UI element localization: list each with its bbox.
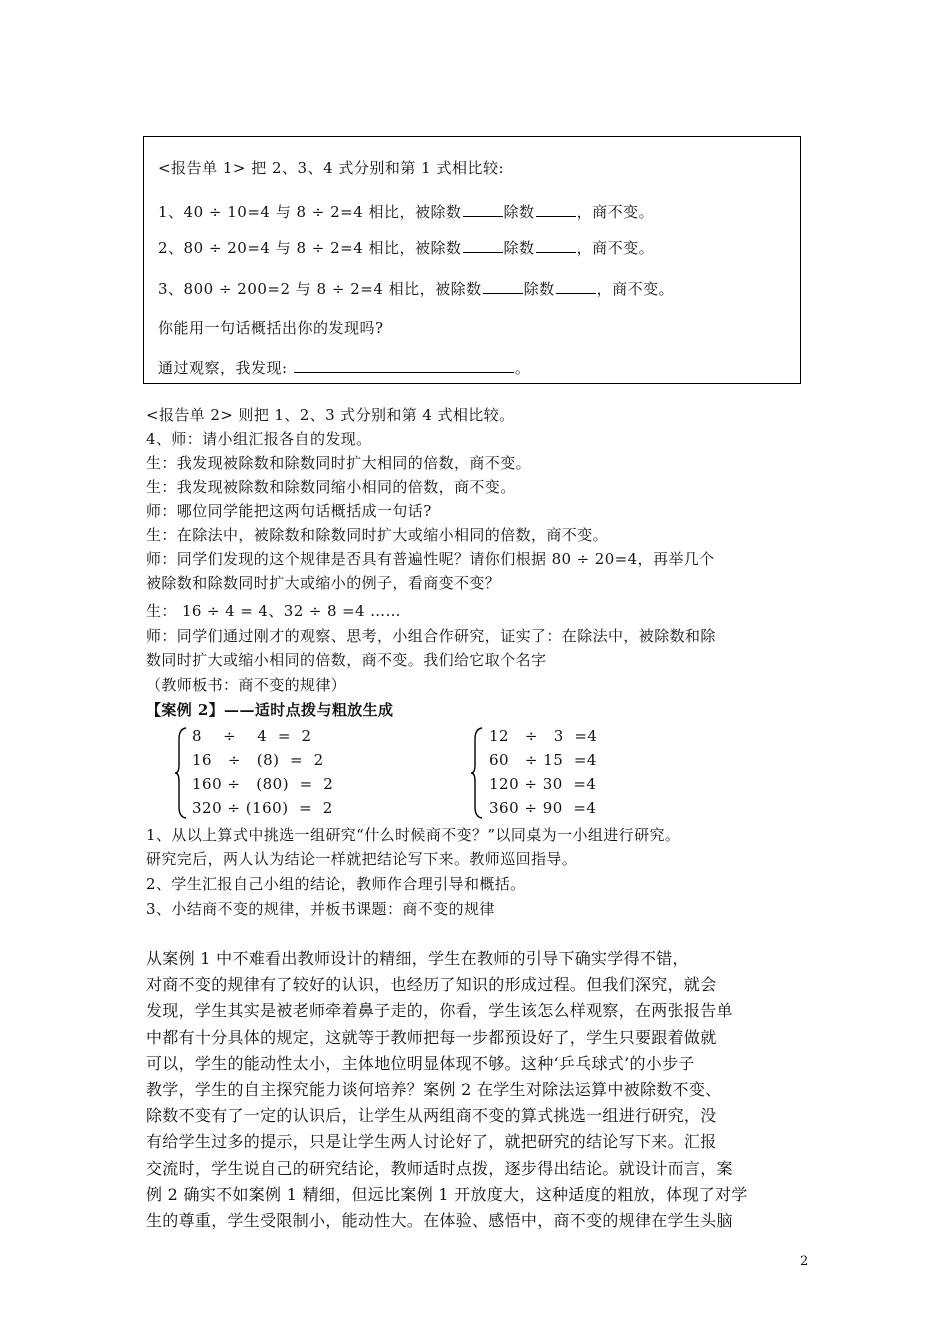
equation: 16 ÷ (8) = 2 bbox=[192, 751, 324, 769]
dialogue-line: 4、师：请小组汇报各自的发现。 bbox=[146, 430, 372, 448]
dialogue-line: 生：我发现被除数和除数同时扩大相同的倍数，商不变。 bbox=[146, 454, 532, 472]
report-sheet-1-title: <报告单 1> 把 2、3、4 式分别和第 1 式相比较: bbox=[158, 159, 505, 177]
conclusion-blank[interactable] bbox=[294, 358, 514, 373]
dialogue-line: 被除数和除数同时扩大或缩小的例子，看商变不变？ bbox=[146, 574, 501, 592]
equation: 60 ÷ 15 =4 bbox=[489, 751, 597, 769]
right-brace-icon bbox=[470, 727, 484, 819]
left-brace-icon bbox=[174, 727, 188, 819]
equation: 12 ÷ 3 =4 bbox=[489, 727, 598, 745]
dialogue-line: 生： 16 ÷ 4 = 4、32 ÷ 8 =4 …… bbox=[146, 602, 401, 620]
fill-blank[interactable] bbox=[536, 238, 576, 253]
dialogue-line: 生：在除法中，被除数和除数同时扩大或缩小相同的倍数，商不变。 bbox=[146, 526, 609, 544]
board-note: （教师板书：商不变的规律） bbox=[146, 676, 347, 694]
dialogue-line: 师：同学们通过刚才的观察、思考，小组合作研究，证实了：在除法中，被除数和除 bbox=[146, 627, 716, 645]
case-2-heading: 【案例 2】——适时点拨与粗放生成 bbox=[146, 701, 394, 719]
fill-blank[interactable] bbox=[483, 279, 523, 294]
dialogue-line: 数同时扩大或缩小相同的倍数，商不变。我们给它取个名字 bbox=[146, 651, 547, 669]
fill-blank[interactable] bbox=[536, 202, 576, 217]
report-conclusion: 通过观察，我发现: 。 bbox=[158, 359, 531, 377]
dialogue-line: 师：同学们发现的这个规律是否具有普遍性呢？请你们根据 80 ÷ 20=4，再举几个 bbox=[146, 550, 715, 568]
step-line: 研究完后，两人认为结论一样就把结论写下来。教师巡回指导。 bbox=[146, 850, 578, 868]
step-line: 3、小结商不变的规律，并板书课题：商不变的规律 bbox=[146, 900, 495, 918]
equation: 360 ÷ 90 =4 bbox=[489, 799, 597, 817]
dialogue-line: 生：我发现被除数和除数同缩小相同的倍数，商不变。 bbox=[146, 478, 516, 496]
analysis-paragraph: 从案例 1 中不难看出教师设计的精细，学生在教师的引导下确实学得不错， 对商不变的规律有了较好的认识，也经历了知识的形成过程。但我们深究，就会 发现，学生其实是被老师牵着鼻子走的，你看，学生该怎么样观察，在两张报告单 中都有十分具体的规定，这就等于教师把每一步都预设好了，学生只要跟着做就 可以，学生的能动性太小，主体地位明显体现不够。这种‘乒乓球式’的小步子 教学，学生的自主探究能力谈何培养？案例 2 在学生对除法运算中被除数不变、 除数不变有了一定的认识后，让学生从两组商不变的算式挑选一组进行研究，没 有给学生过多的提示，只是让学生两人讨论好了，就把研究的结论写下来。汇报 交流时，学生说自己的研究结论，教师适时点拨，逐步得出结论。就设计而言，案 例 2 确实不如案例 1 精细，但远比案例 1 开放度大，这种适度的粗放，体现了对学 生的尊重，学生受限制小，能动性大。在体验、感悟中，商不变的规律在学生头脑 bbox=[146, 949, 748, 1231]
report-sheet-1-box bbox=[143, 136, 801, 384]
report-question: 你能用一句话概括出你的发现吗? bbox=[158, 319, 384, 337]
equation: 160 ÷ (80) = 2 bbox=[192, 775, 334, 793]
fill-blank[interactable] bbox=[463, 202, 503, 217]
equation: 120 ÷ 30 =4 bbox=[489, 775, 597, 793]
dialogue-line: 师：哪位同学能把这两句话概括成一句话? bbox=[146, 502, 432, 520]
report-sheet-2-line: <报告单 2> 则把 1、2、3 式分别和第 4 式相比较。 bbox=[146, 406, 515, 424]
report-item-3: 3、800 ÷ 200=2 与 8 ÷ 2=4 相比，被除数 除数 ，商不变。 bbox=[158, 280, 675, 298]
report-item-2: 2、80 ÷ 20=4 与 8 ÷ 2=4 相比，被除数 除数 ，商不变。 bbox=[158, 239, 655, 257]
report-item-1: 1、40 ÷ 10=4 与 8 ÷ 2=4 相比，被除数 除数 ，商不变。 bbox=[158, 203, 655, 221]
page-number: 2 bbox=[800, 1254, 809, 1269]
step-line: 2、学生汇报自己小组的结论，教师作合理引导和概括。 bbox=[146, 875, 526, 893]
equation: 8 ÷ 4 = 2 bbox=[192, 727, 312, 745]
fill-blank[interactable] bbox=[556, 279, 596, 294]
equation: 320 ÷ (160) = 2 bbox=[192, 799, 333, 817]
fill-blank[interactable] bbox=[463, 238, 503, 253]
step-line: 1、从以上算式中挑选一组研究“什么时候商不变？”以同桌为一小组进行研究。 bbox=[146, 826, 681, 844]
